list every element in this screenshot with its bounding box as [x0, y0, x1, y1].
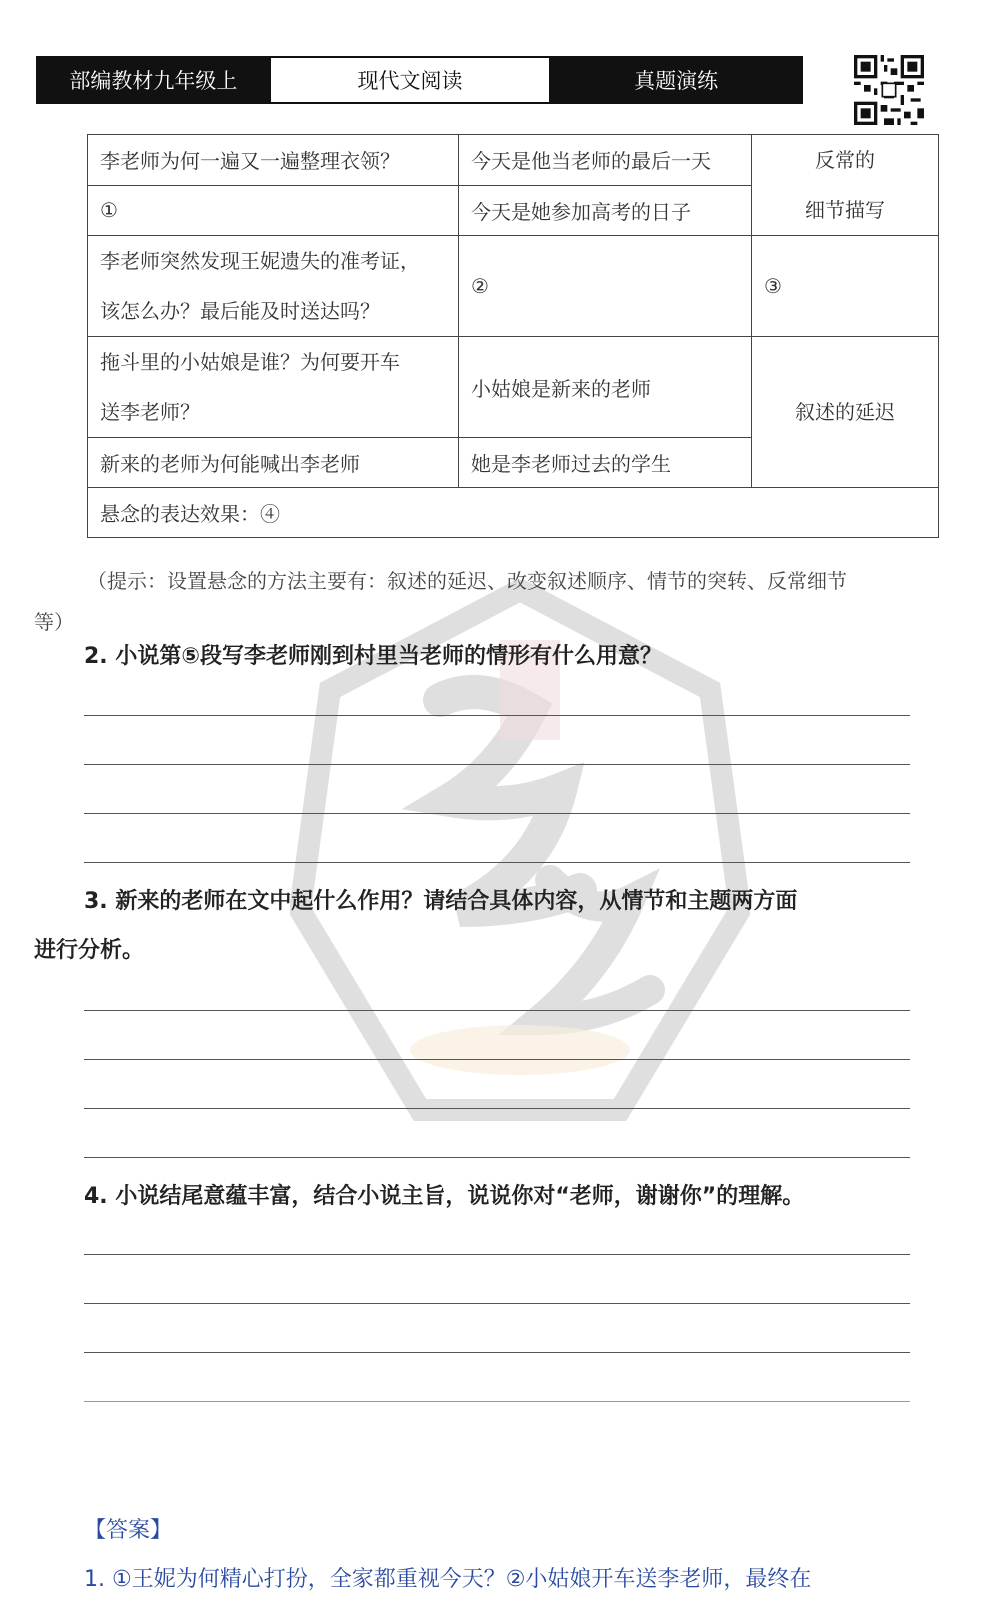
header-grade: 部编教材九年级上 — [38, 58, 269, 102]
question-3: 3. 新来的老师在文中起什么作用？请结合具体内容，从情节和主题两方面 — [84, 889, 798, 914]
table-cell-answer: 今天是他当老师的最后一天 — [459, 135, 752, 186]
table-cell-answer: 今天是她参加高考的日子 — [459, 185, 752, 236]
hint-text-cont: 等） — [34, 610, 74, 634]
answer-title: 【答案】 — [84, 1518, 173, 1543]
method-line: 细节描写 — [805, 198, 885, 222]
answer-line[interactable] — [84, 1010, 910, 1011]
question-4: 4. 小说结尾意蕴丰富，结合小说主旨，说说你对“老师，谢谢你”的理解。 — [84, 1184, 805, 1209]
answer-line[interactable] — [84, 1401, 910, 1402]
answer-line[interactable] — [84, 715, 910, 716]
answer-line[interactable] — [84, 813, 910, 814]
header-section: 真题演练 — [551, 58, 801, 102]
question-line: 李老师突然发现王妮遗失的准考证， — [100, 249, 420, 273]
question-line: 拖斗里的小姑娘是谁？为何要开车 — [100, 350, 400, 374]
answer-text: 1. ①王妮为何精心打扮，全家都重视今天？②小姑娘开车送李老师，最终在 — [84, 1567, 812, 1592]
table-cell-question: 李老师为何一遍又一遍整理衣领？ — [88, 135, 459, 186]
question-2: 2. 小说第⑤段写李老师刚到村里当老师的情形有什么用意？ — [84, 644, 662, 669]
answer-line[interactable] — [84, 862, 910, 863]
table-cell-method — [752, 135, 939, 236]
table-cell-question: ① — [88, 185, 459, 236]
answer-line[interactable] — [84, 1352, 910, 1353]
header-bar — [36, 56, 803, 104]
hint-text: （提示：设置悬念的方法主要有：叙述的延迟、改变叙述顺序、情节的突转、反常细节 — [87, 569, 847, 593]
answer-line[interactable] — [84, 1108, 910, 1109]
question-line: 送李老师？ — [100, 400, 200, 424]
table-cell-effect: 悬念的表达效果：④ — [88, 488, 939, 538]
table-cell-answer: ② — [459, 236, 752, 337]
table-cell-method: ③ — [752, 236, 939, 337]
answer-line[interactable] — [84, 1157, 910, 1158]
answer-line[interactable] — [84, 1254, 910, 1255]
answer-line[interactable] — [84, 1303, 910, 1304]
table-cell-answer: 小姑娘是新来的老师 — [459, 337, 752, 438]
method-line: 反常的 — [815, 148, 875, 172]
answer-line[interactable] — [84, 764, 910, 765]
qr-code-icon — [854, 55, 924, 125]
question-3-cont: 进行分析。 — [34, 938, 145, 963]
table-cell-question — [88, 236, 459, 337]
suspense-table — [87, 134, 939, 538]
table-cell-method: 叙述的延迟 — [752, 337, 939, 488]
header-topic: 现代文阅读 — [269, 58, 552, 102]
table-cell-question — [88, 337, 459, 438]
table-cell-question: 新来的老师为何能喊出李老师 — [88, 438, 459, 488]
question-line: 该怎么办？最后能及时送达吗？ — [100, 299, 380, 323]
answer-line[interactable] — [84, 1059, 910, 1060]
table-cell-answer: 她是李老师过去的学生 — [459, 438, 752, 488]
